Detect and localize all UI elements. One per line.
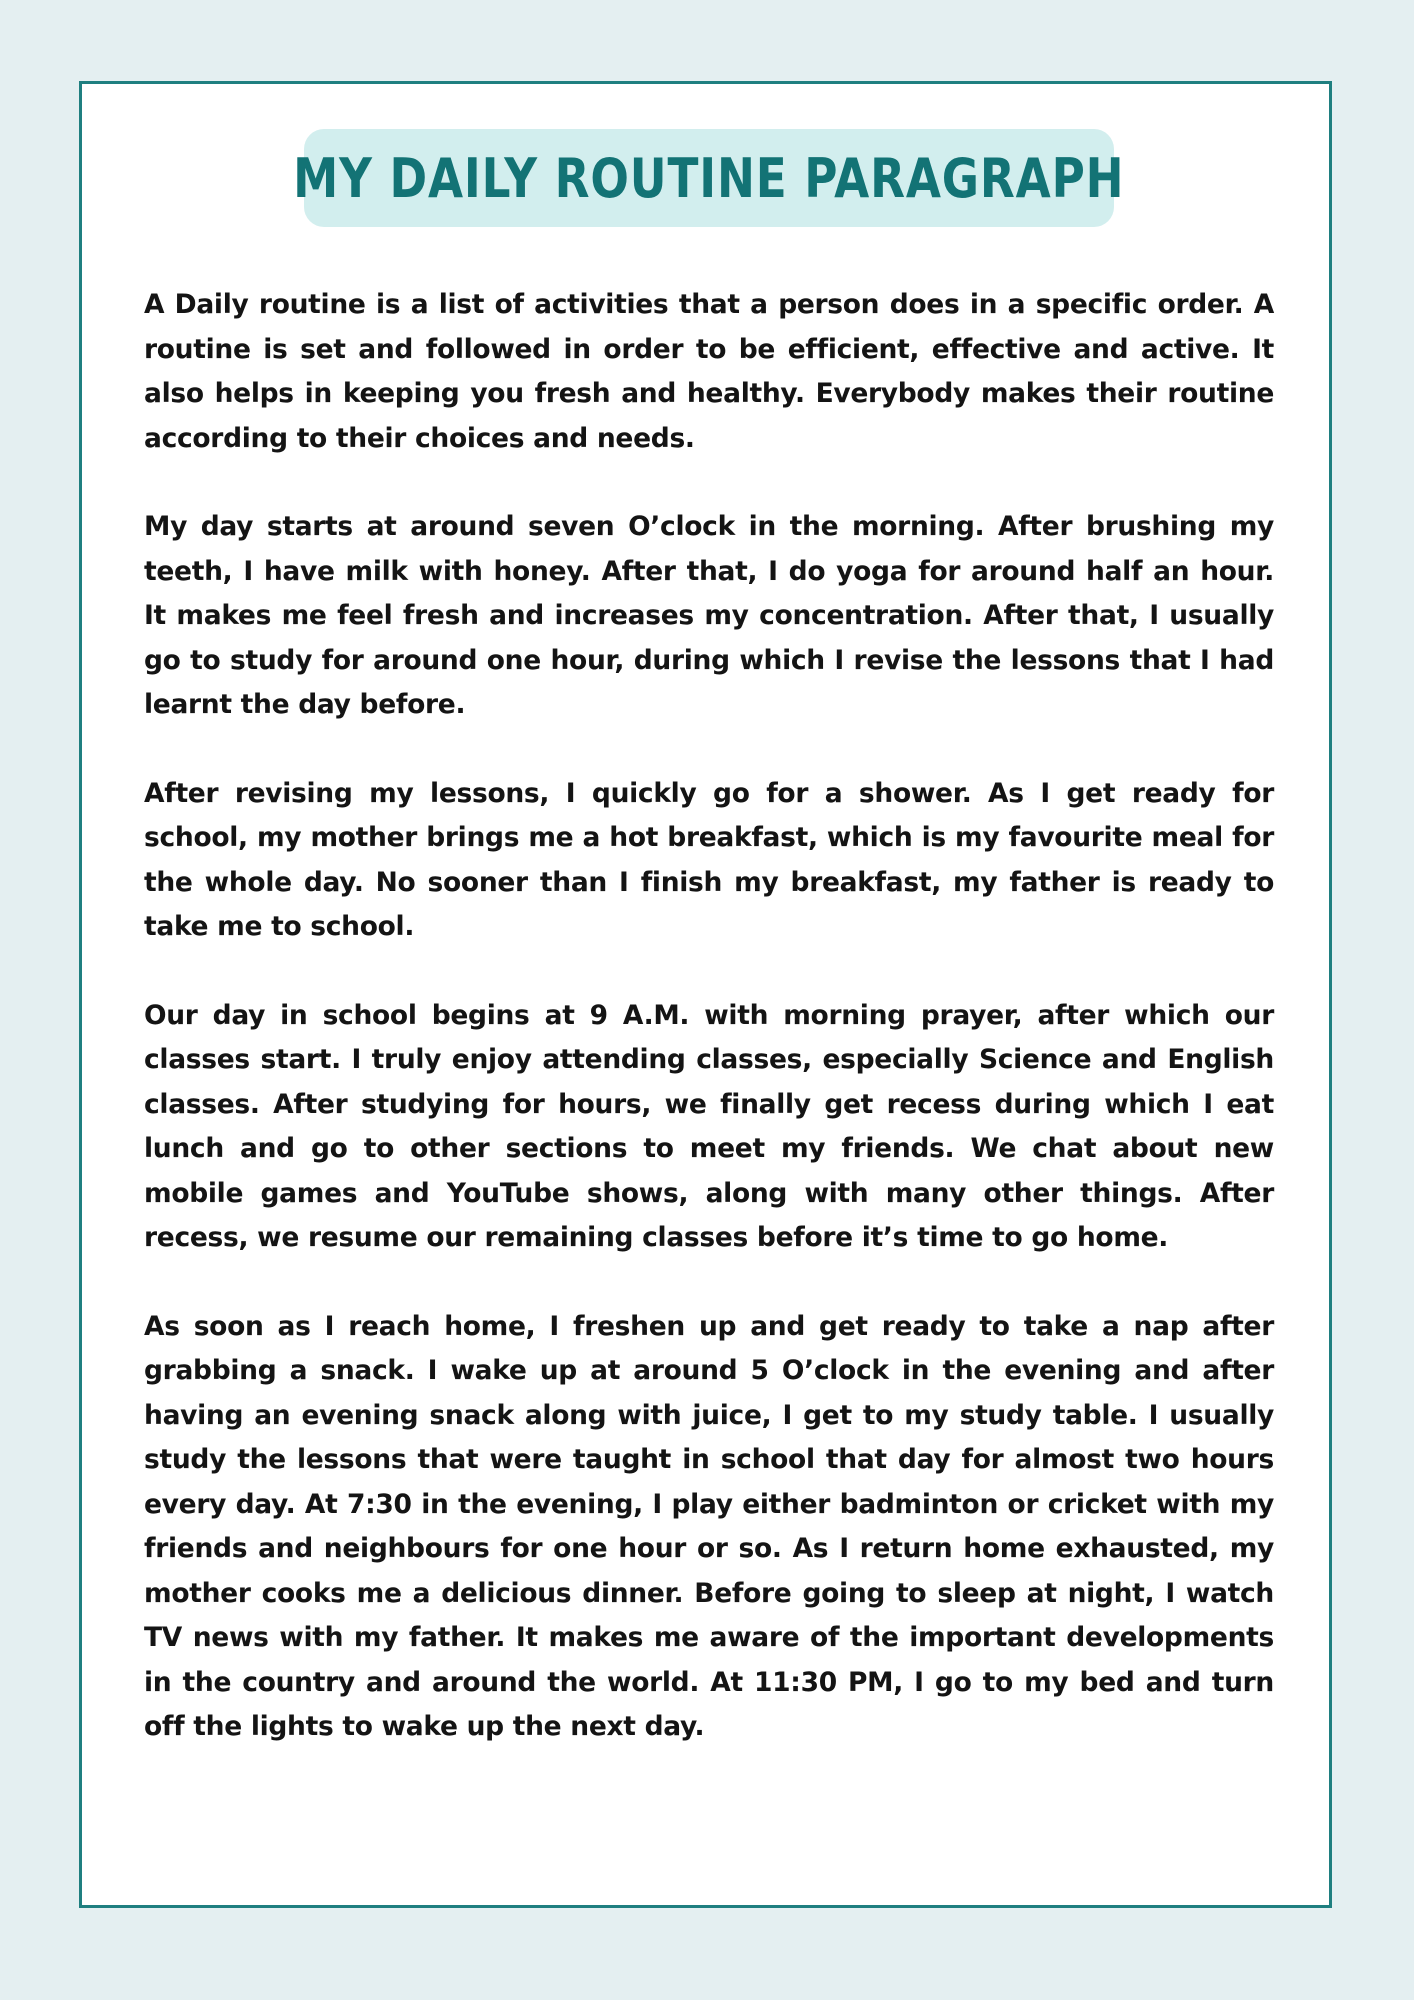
title-banner xyxy=(293,129,1125,227)
paragraph-school: Our day in school begins at 9 A.M. with morning prayer, after which our classes start. I truly enjoy attending classes, especially Science and English classes. After studying for hours, we finally get recess during which I eat lunch and go to other sections to meet my friends. We chat about new mobile games and YouTube shows, along with many other things. After recess, we resume our remaining classes before it’s time to go home. xyxy=(144,999,1274,1253)
paragraph-morning: My day starts at around seven O’clock in the morning. After brushing my teeth, I have milk with honey. After that, I do yoga for around half an hour. It makes me feel fresh and increases my concentration. After that, I usually go to study for around one hour, during which I revise the lessons that I had learnt the day before. xyxy=(144,511,1274,720)
paragraph-intro: A Daily routine is a list of activities that a person does in a specific order. A routine is set and followed in order to be efficient, effective and active. It also helps in keeping you fresh and healthy. Everybody makes their routine according to their choices and needs. xyxy=(144,289,1274,454)
page-title: MY DAILY ROUTINE PARAGRAPH xyxy=(293,146,1125,210)
paragraph-evening: As soon as I reach home, I freshen up and get ready to take a nap after grabbing a snack. I wake up at around 5 O’clock in the evening and after having an evening snack along with juice, I get to my study table. I usually study the lessons that were taught in school that day for almost two hours every day. At 7:30 in the evening, I play either badminton or cricket with my friends and neighbours for one hour or so. As I return home exhausted, my mother cooks me a delicious dinner. Before going to sleep at night, I watch TV news with my father. It makes me aware of the important developments in the country and around the world. At 11:30 PM, I go to my bed and turn off the lights to wake up the next day. xyxy=(144,1310,1274,1742)
paragraph-breakfast: After revising my lessons, I quickly go for a shower. As I get ready for school, my mother brings me a hot breakfast, which is my favourite meal for the whole day. No sooner than I finish my breakfast, my father is ready to take me to school. xyxy=(144,777,1274,942)
document-body xyxy=(144,283,1274,1794)
document-sheet xyxy=(79,81,1332,1908)
